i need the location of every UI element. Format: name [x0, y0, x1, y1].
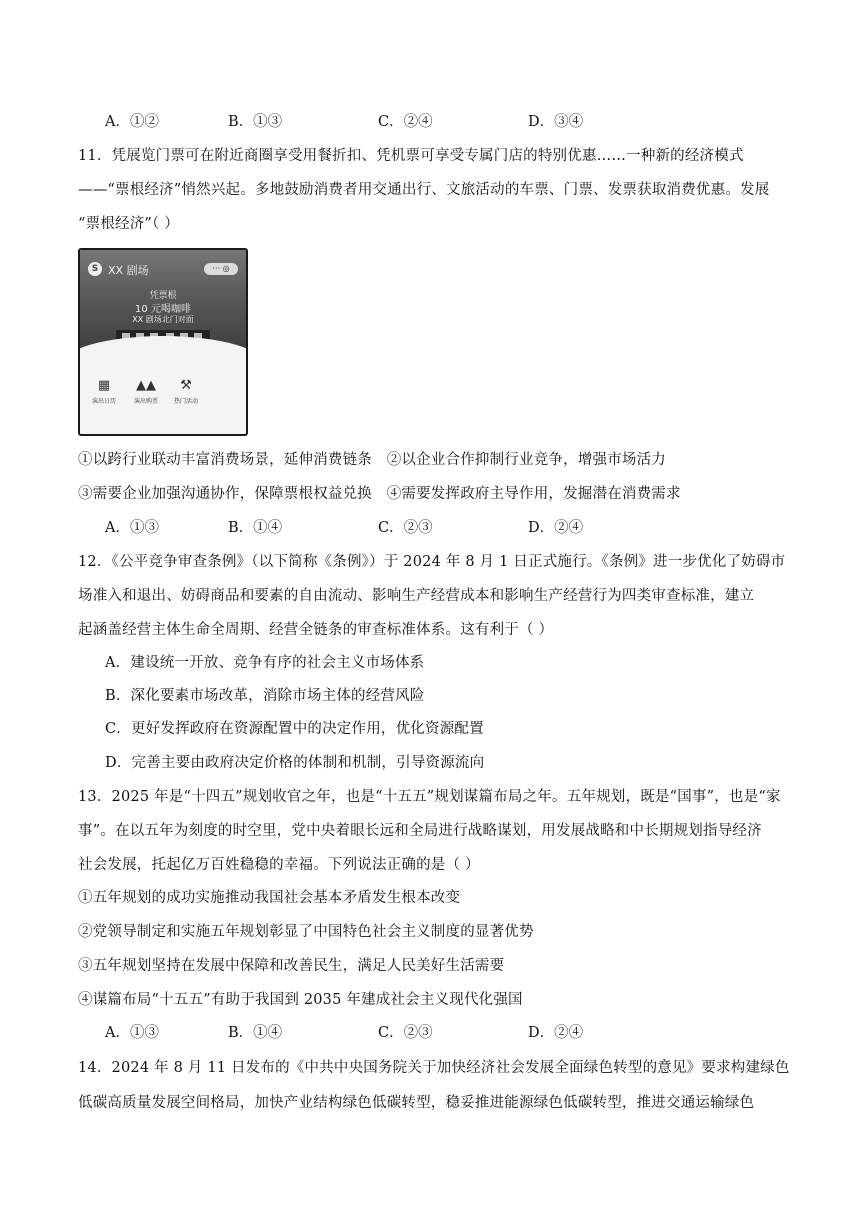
q12-option-a: A．建设统一开放、竞争有序的社会主义市场体系 [105, 655, 425, 671]
q13-stem-line-3: 社会发展，托起亿万百姓稳稳的幸福。下列说法正确的是（ ） [78, 857, 480, 873]
ticket-icon: ▲▲ [136, 378, 156, 393]
q14-stem-line-1: 14．2024 年 8 月 11 日发布的《中共中央国务院关于加快经济社会发展全面绿色转型的意见》要求构建绿色 [78, 1060, 790, 1076]
q13-stem-line-2: 事”。在以五年为刻度的时空里，党中央着眼长远和全局进行战略谋划，用发展战略和中长期规划指导经济 [78, 823, 762, 839]
q11-option-b: B．①④ [228, 520, 283, 536]
calendar-icon: ▦ [97, 378, 111, 393]
q11-choice-line-1: ①以跨行业联动丰富消费场景，延伸消费链条 ②以企业合作抑制行业竞争，增强市场活力 [78, 452, 666, 468]
app-title: XX 剧场 [108, 264, 149, 277]
q11-choice-line-2: ③需要企业加强沟通协作，保障票根权益兑换 ④需要发挥政府主导作用，发掘潜在消费需求 [78, 486, 681, 502]
q11-stem-line-1: 11．凭展览门票可在附近商圈享受用餐折扣、凭机票可享受专属门店的特别优惠……一种新的经济模式 [78, 148, 744, 164]
menu-pill-icon: ··· ◎ [204, 263, 238, 275]
q13-option-d: D．②④ [528, 1025, 584, 1041]
q11-stem-line-2: ——“票根经济”悄然兴起。多地鼓励消费者用交通出行、文旅活动的车票、门票、发票获取消费优惠。发展 [78, 182, 770, 198]
q13-choice-2: ②党领导制定和实施五年规划彰显了中国特色社会主义制度的显著优势 [78, 924, 534, 940]
q11-option-d: D．②④ [528, 520, 584, 536]
menu-label-tickets: 演出购票 [133, 398, 158, 405]
q12-option-d: D．完善主要由政府决定价格的体制和机制，引导资源流向 [105, 755, 485, 771]
q10-option-c: C．②④ [378, 114, 433, 130]
q10-option-d: D．③④ [528, 114, 584, 130]
menu-label-calendar: 演出日历 [91, 398, 116, 405]
q12-stem-line-2: 场准入和退出、妨碍商品和要素的自由流动、影响生产经营成本和影响生产经营行为四类审查标准，建立 [78, 588, 755, 604]
theater-app-screenshot [78, 248, 248, 436]
q12-option-b: B．深化要素市场改革，消除市场主体的经营风险 [105, 688, 425, 704]
q10-option-a: A．①② [105, 114, 159, 130]
q11-stem-line-3: “票根经济”（ ） [78, 216, 179, 232]
q11-option-a: A．①③ [105, 520, 159, 536]
activity-icon: ⚒ [180, 378, 192, 393]
app-logo-icon: S [88, 262, 102, 276]
q10-option-b: B．①③ [228, 114, 283, 130]
q13-stem-line-1: 13．2025 年是“十四五”规划收官之年，也是“十五五”规划谋篇布局之年。五年规划，既是“国事”，也是“家 [78, 789, 781, 805]
q13-choice-1: ①五年规划的成功实施推动我国社会基本矛盾发生根本改变 [78, 890, 461, 906]
promo-line-3: XX 剧场北门对面 [132, 315, 194, 324]
promo-line-1: 凭票根 [149, 291, 177, 301]
q12-stem-line-1: 12．《公平竞争审查条例》（以下简称《条例》）于 2024 年 8 月 1 日正式施行。《条例》进一步优化了妨碍市 [78, 554, 786, 570]
menu-item-calendar [84, 378, 124, 405]
q11-option-c: C．②③ [378, 520, 433, 536]
menu-item-activities [166, 378, 206, 405]
q13-option-b: B．①④ [228, 1025, 283, 1041]
q13-option-c: C．②③ [378, 1025, 433, 1041]
menu-label-activities: 热门活动 [173, 398, 198, 405]
q13-choice-3: ③五年规划坚持在发展中保障和改善民生，满足人民美好生活需要 [78, 958, 505, 974]
q13-choice-4: ④谋篇布局“十五五”有助于我国到 2035 年建成社会主义现代化强国 [78, 992, 523, 1008]
q13-option-a: A．①③ [105, 1025, 159, 1041]
q12-option-c: C．更好发挥政府在资源配置中的决定作用，优化资源配置 [105, 721, 484, 737]
q14-stem-line-2: 低碳高质量发展空间格局，加快产业结构绿色低碳转型，稳妥推进能源绿色低碳转型，推进交通运输绿色 [78, 1095, 755, 1111]
menu-item-tickets [126, 378, 166, 405]
promo-line-2: 10 元喝咖啡 [135, 304, 191, 315]
q12-stem-line-3: 起涵盖经营主体生命全周期、经营全链条的审查标准体系。这有利于（ ） [78, 622, 554, 638]
